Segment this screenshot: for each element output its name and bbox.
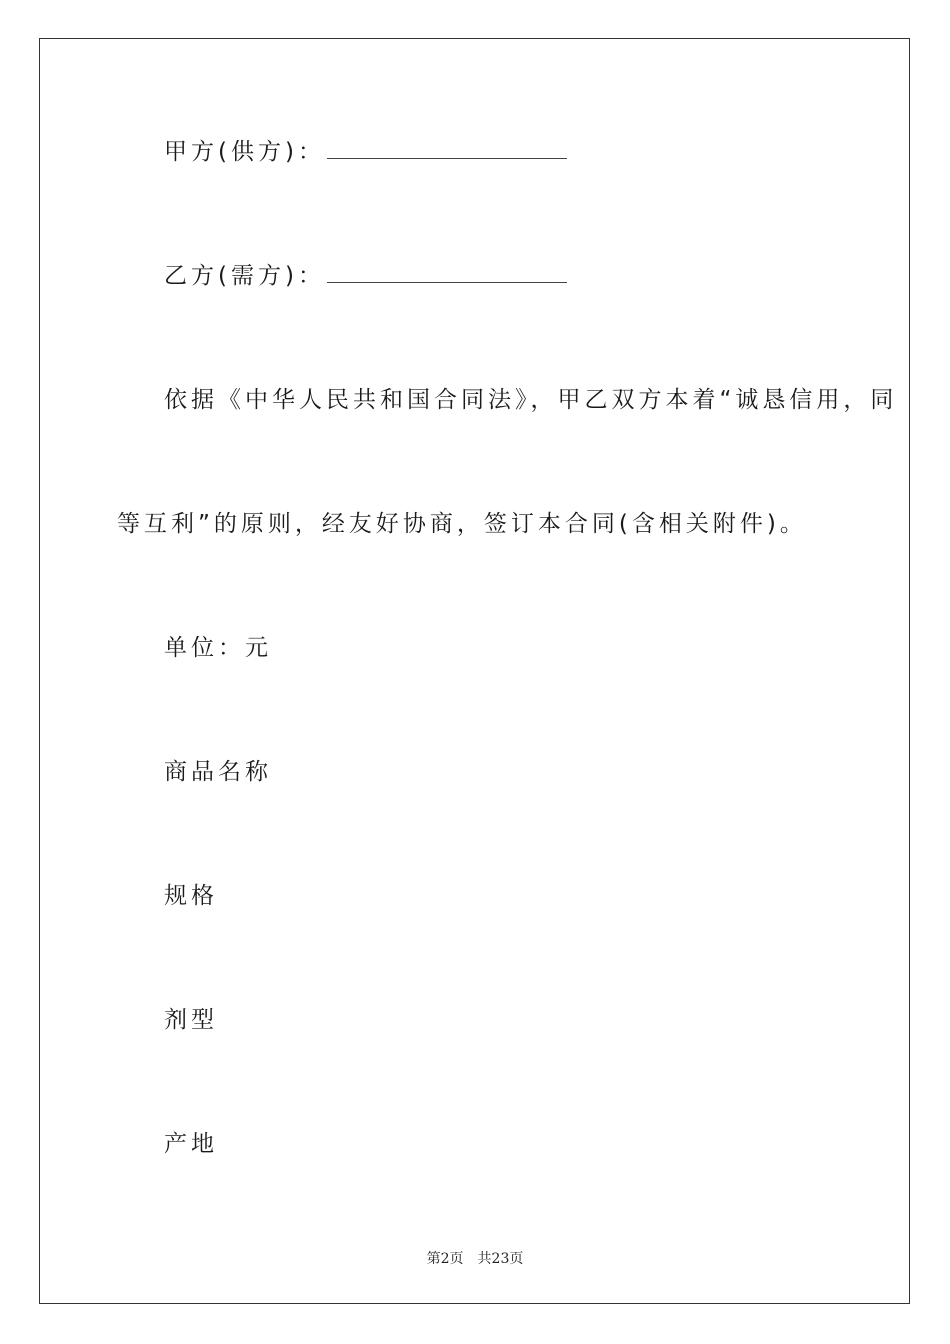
party-a-blank xyxy=(327,138,567,159)
intro-line-1: 依据《中华人民共和国合同法》，甲乙双方本着“诚恳信用，同 xyxy=(164,387,898,413)
intro-line-2: 等互利”的原则，经友好协商，签订本合同(含相关附件)。 xyxy=(117,511,807,537)
field-specification: 规格 xyxy=(164,883,218,909)
field-product-name: 商品名称 xyxy=(164,759,272,785)
field-origin: 产地 xyxy=(164,1131,218,1157)
party-a-label: 甲方(供方)： xyxy=(164,139,325,165)
party-b-line xyxy=(164,261,567,291)
page-number: 第2页 xyxy=(426,1251,464,1267)
page-border xyxy=(39,38,910,1304)
page-total: 共23页 xyxy=(477,1251,524,1267)
party-b-blank xyxy=(327,262,567,283)
field-dosage-form: 剂型 xyxy=(164,1007,218,1033)
party-b-label: 乙方(需方)： xyxy=(164,263,325,289)
unit-label: 单位：元 xyxy=(164,635,272,661)
page-footer xyxy=(0,1248,950,1268)
party-a-line xyxy=(164,137,567,167)
